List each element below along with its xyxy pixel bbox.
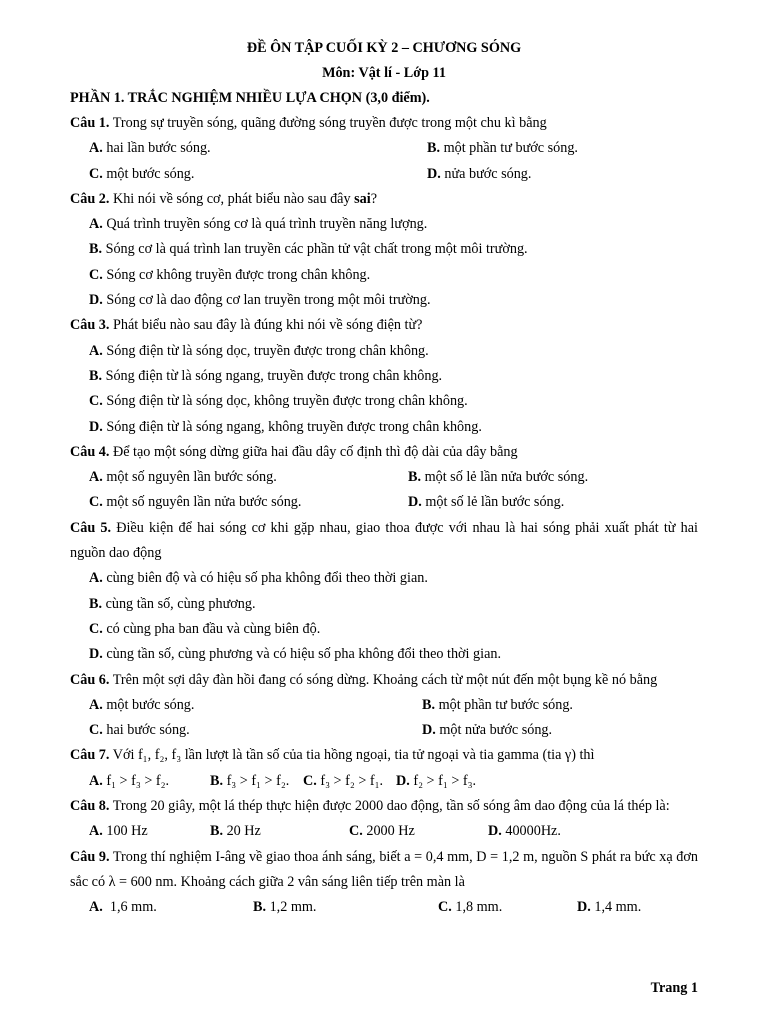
question-7 (70, 743, 698, 768)
options-row (70, 693, 698, 718)
options-row (70, 895, 698, 920)
option-b: B. một số lẻ lần nửa bước sóng. (408, 469, 589, 486)
option-d: D. Sóng cơ là dao động cơ lan truyền trong một môi trường. (89, 292, 431, 309)
option-a: A. f₁ > f₃ > f₂. (89, 772, 170, 789)
question-label: Câu 5. (70, 519, 112, 536)
option-d: D. cùng tần số, cùng phương và có hiệu số pha không đổi theo thời gian. (89, 646, 502, 663)
option-a: A. Sóng điện từ là sóng dọc, truyền được trong chân không. (89, 342, 429, 359)
option-d: D. 40000Hz. (488, 823, 561, 840)
option-a: A. một số nguyên lần bước sóng. (89, 469, 277, 486)
options-row (70, 465, 698, 490)
question-emphasis: sai (354, 190, 371, 207)
question-text: Trong thí nghiệm I-âng về giao thoa ánh sáng, biết a = 0,4 mm, D = 1,2 m, nguồn S phát ra bức xạ đơn sắc có λ = 600 nm. Khoảng cách giữa 2 vân sáng liên tiếp trên màn là (70, 848, 698, 890)
question-text: Trong 20 giây, một lá thép thực hiện được 2000 dao động, tần số sóng âm dao động của lá thép là: (112, 798, 670, 815)
option-c: C. một bước sóng. (89, 165, 195, 182)
options-row (70, 819, 698, 844)
question-text: Trong sự truyền sóng, quãng đường sóng truyền được trong một chu kì bằng (112, 115, 547, 131)
question-5 (70, 516, 698, 567)
question-label: Câu 8. (70, 798, 110, 815)
option-c: C. một số nguyên lần nửa bước sóng. (89, 494, 302, 511)
option-c: C. f₃ > f₂ > f₁. (303, 772, 384, 789)
question-label: Câu 2. (70, 190, 110, 207)
question-label: Câu 4. (70, 443, 110, 460)
page-title: ĐỀ ÔN TẬP CUỐI KỲ 2 – CHƯƠNG SÓNG (246, 40, 522, 56)
option-c: C. Sóng điện từ là sóng dọc, không truyền được trong chân không. (89, 393, 468, 410)
question-label: Câu 3. (70, 317, 110, 334)
option-d: D. một nửa bước sóng. (422, 722, 553, 739)
question-8 (70, 794, 698, 819)
option-c: C. hai bước sóng. (89, 722, 190, 739)
question-label: Câu 7. (70, 747, 110, 764)
option-d: D. f₂ > f₁ > f₃. (396, 772, 477, 789)
subject-line: Môn: Vật lí - Lớp 11 (322, 65, 446, 81)
page-number: Trang 1 (650, 980, 698, 996)
option-d: D. một số lẻ lần bước sóng. (408, 494, 565, 511)
option-d: D. nửa bước sóng. (427, 165, 532, 182)
question-text: Điều kiện để hai sóng cơ khi gặp nhau, giao thoa được với nhau là hai sóng phải xuất phát từ hai nguồn dao động (70, 519, 698, 562)
option-c: C. 2000 Hz (349, 823, 415, 840)
question-6 (70, 668, 698, 693)
options-row (70, 769, 698, 794)
question-text: Trên một sợi dây đàn hồi đang có sóng dừng. Khoảng cách từ một nút đến một bụng kề nó bằng (112, 671, 658, 688)
options-row (70, 136, 698, 161)
option-b: B. Sóng cơ là quá trình lan truyền các phần tử vật chất trong một môi trường. (89, 241, 528, 258)
option-a: A. 1,6 mm. (89, 899, 157, 916)
options-row (70, 162, 698, 187)
option-b: B. một phần tư bước sóng. (427, 140, 578, 157)
option-b: B. một phần tư bước sóng. (422, 696, 573, 713)
option-a: A. một bước sóng. (89, 696, 195, 713)
options-row (70, 490, 698, 515)
option-c: C. Sóng cơ không truyền được trong chân không. (89, 266, 371, 283)
question-1 (70, 111, 698, 136)
option-b: B. Sóng điện từ là sóng ngang, truyền được trong chân không. (89, 367, 443, 384)
question-2: Câu 2. Khi nói về sóng cơ, phát biểu nào sau đây sai? (70, 190, 377, 207)
question-9 (70, 845, 698, 896)
option-c: C. 1,8 mm. (438, 899, 503, 916)
question-3 (70, 313, 698, 338)
section-heading: PHẦN 1. TRẮC NGHIỆM NHIỀU LỰA CHỌN (3,0 điểm). (70, 90, 430, 106)
question-text: Với f₁, f₂, f₃ lần lượt là tần số của tia hồng ngoại, tia tử ngoại và tia gamma (tia γ) thì (112, 747, 595, 764)
option-b: B. 20 Hz (210, 823, 261, 840)
question-text: Phát biểu nào sau đây là đúng khi nói về sóng điện từ? (112, 317, 423, 334)
option-a: A. hai lần bước sóng. (89, 140, 211, 157)
option-a: A. Quá trình truyền sóng cơ là quá trình truyền năng lượng. (89, 216, 428, 233)
option-b: B. f₃ > f₁ > f₂. (210, 772, 290, 789)
option-b: B. 1,2 mm. (253, 899, 317, 916)
question-label: Câu 9. (70, 848, 110, 865)
option-d: D. Sóng điện từ là sóng ngang, không truyền được trong chân không. (89, 418, 482, 435)
option-c: C. có cùng pha ban đầu và cùng biên độ. (89, 620, 321, 637)
question-4 (70, 440, 698, 465)
options-row (70, 718, 698, 743)
option-d: D. 1,4 mm. (577, 899, 642, 916)
exam-page (70, 36, 698, 921)
question-label: Câu 1. (70, 115, 110, 131)
question-text: Khi nói về sóng cơ, phát biểu nào sau đây (112, 190, 351, 207)
option-a: A. 100 Hz (89, 823, 148, 840)
option-b: B. cùng tần số, cùng phương. (89, 595, 256, 612)
question-label: Câu 6. (70, 671, 110, 688)
option-a: A. cùng biên độ và có hiệu số pha không đổi theo thời gian. (89, 570, 428, 587)
question-text: Để tạo một sóng dừng giữa hai đầu dây cố định thì độ dài của dây bằng (112, 443, 518, 460)
